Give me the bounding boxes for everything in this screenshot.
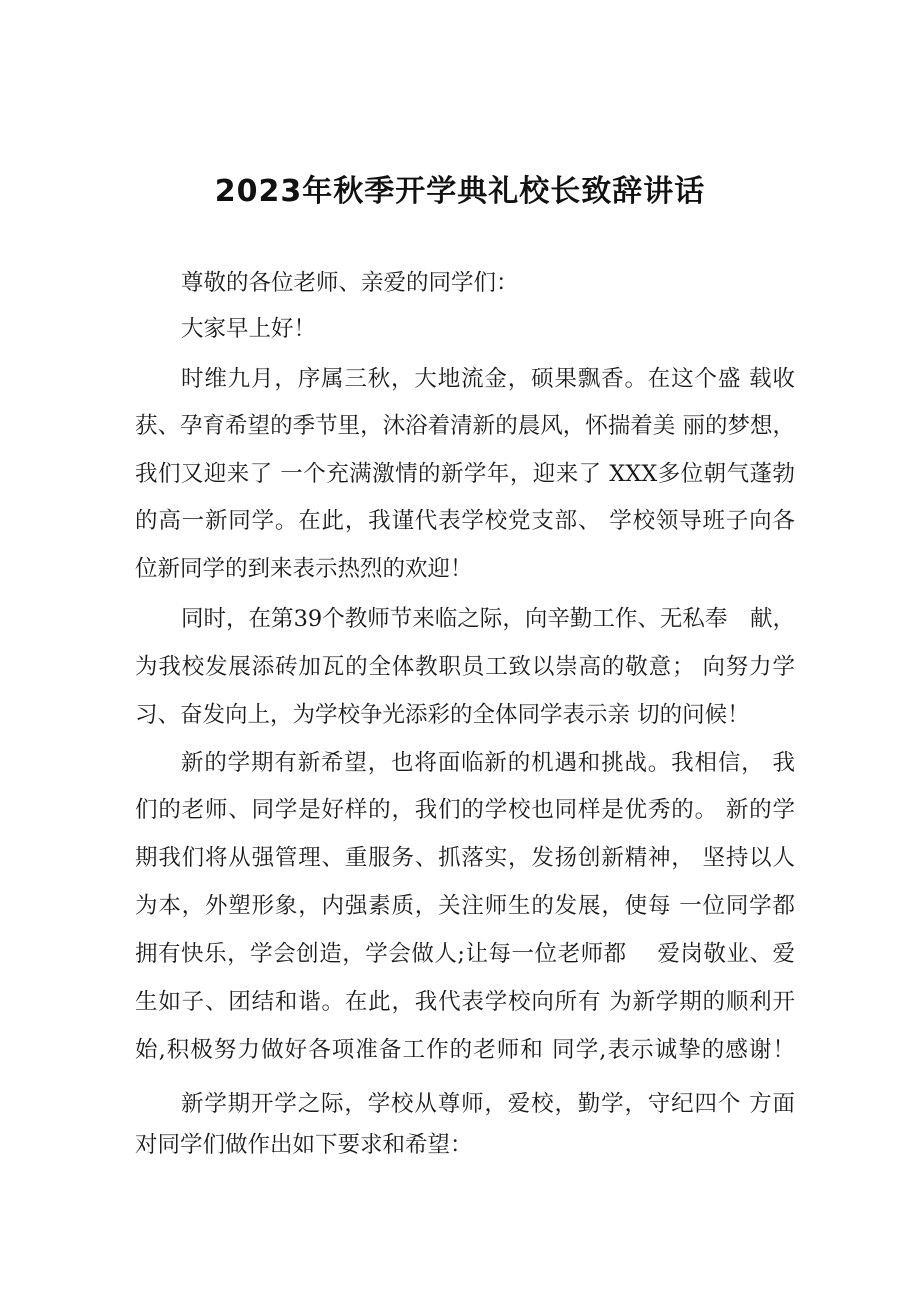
paragraph1-line: 位新同学的到来表示热烈的欢迎！ (135, 556, 473, 582)
document-title: 2023年秋季开学典礼校长致辞讲话 (214, 174, 706, 209)
paragraph4-line: 对同学们做作出如下要求和希望： (135, 1132, 473, 1158)
salutation: 尊敬的各位老师、亲爱的同学们： (181, 270, 519, 296)
paragraph3-line: 拥有快乐，学会创造，学会做人;让每一位老师都 爱岗敬业、爱 (135, 941, 795, 967)
paragraph3-line: 们的老师、同学是好样的，我们的学校也同样是优秀的。 新的学 (135, 797, 795, 823)
paragraph1-line: 我们又迎来了 一个充满激情的新学年，迎来了 XXX多位朝气蓬勃 (135, 461, 795, 487)
paragraph2-line: 同时，在第39个教师节来临之际，向辛勤工作、无私奉 献， (181, 606, 795, 632)
paragraph2-line: 习、奋发向上，为学校争光添彩的全体同学表示亲 切的问候！ (135, 702, 750, 728)
paragraph3-line: 新的学期有新希望，也将面临新的机遇和挑战。我相信， 我 (181, 750, 795, 776)
paragraph1-line: 的高一新同学。在此，我谨代表学校党支部、 学校领导班子向各 (135, 508, 795, 534)
paragraph2-line: 为我校发展添砖加瓦的全体教职员工致以崇高的敬意； 向努力学 (135, 654, 795, 680)
paragraph3-line: 始,积极努力做好各项准备工作的老师和 同学,表示诚挚的感谢！ (135, 1037, 795, 1063)
paragraph4-line: 新学期开学之际，学校从尊师，爱校，勤学，守纪四个 方面 (181, 1091, 795, 1117)
paragraph1-line: 时维九月，序属三秋，大地流金，硕果飘香。在这个盛 载收 (181, 366, 795, 392)
paragraph3-line: 期我们将从强管理、重服务、抓落实，发扬创新精神， 坚持以人 (135, 845, 795, 871)
paragraph3-line: 生如子、团结和谐。在此，我代表学校向所有 为新学期的顺利开 (135, 989, 795, 1015)
greeting: 大家早上好！ (181, 316, 317, 342)
paragraph3-line: 为本，外塑形象，内强素质，关注师生的发展，使每 一位同学都 (135, 893, 795, 919)
paragraph1-line: 获、孕育希望的季节里，沐浴着清新的晨风，怀揣着美 丽的梦想， (135, 413, 795, 439)
